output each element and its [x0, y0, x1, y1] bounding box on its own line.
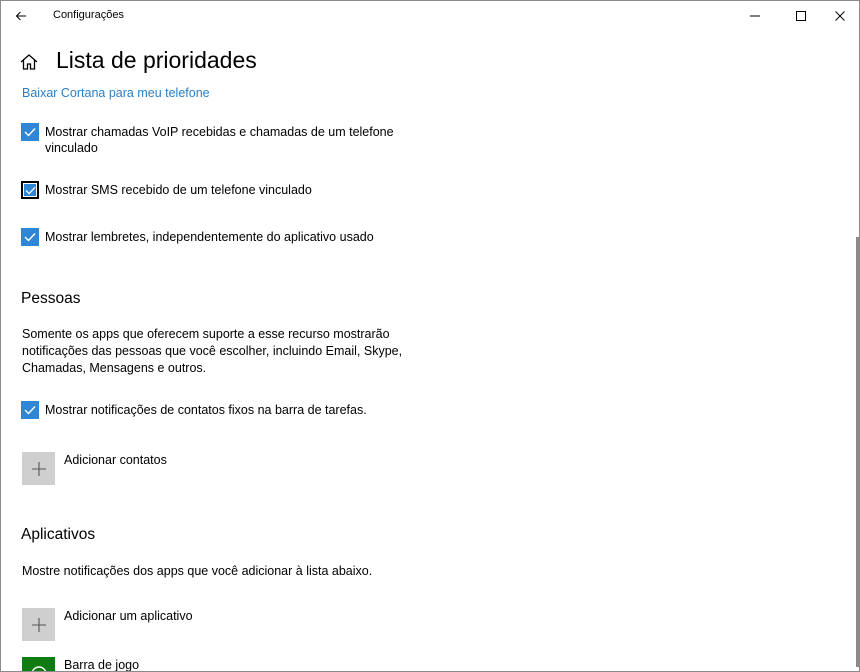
- apps-heading: Aplicativos: [21, 526, 96, 543]
- checkmark-icon: [24, 232, 36, 242]
- back-arrow-icon: [15, 10, 27, 22]
- home-icon[interactable]: [19, 52, 39, 72]
- close-button[interactable]: [821, 1, 859, 31]
- people-heading: Pessoas: [21, 290, 81, 307]
- sms-checkbox[interactable]: [21, 181, 39, 199]
- reminders-checkbox[interactable]: [21, 228, 39, 246]
- plus-icon: [32, 462, 46, 476]
- title-bar: [1, 1, 859, 31]
- people-description: Somente os apps que oferecem suporte a esse recurso mostrarão notificações das pessoas que você escolher, incluindo Email, Skype, Chamadas, Mensagens e outros.: [22, 327, 403, 375]
- minimize-icon: [750, 11, 760, 21]
- apps-description: Mostre notificações dos apps que você adicionar à lista abaixo.: [22, 564, 373, 578]
- checkmark-icon: [24, 127, 36, 137]
- app-name: Barra de jogo: [64, 658, 140, 672]
- game-bar-app-tile: [22, 657, 55, 672]
- page-title: Lista de prioridades: [56, 47, 257, 73]
- pinned-contacts-checkbox[interactable]: [21, 401, 39, 419]
- minimize-button[interactable]: [736, 1, 774, 31]
- plus-icon: [32, 618, 46, 632]
- download-cortana-link[interactable]: Baixar Cortana para meu telefone: [22, 86, 210, 100]
- checkmark-icon: [24, 405, 36, 415]
- close-icon: [835, 11, 845, 21]
- checkmark-icon: [25, 186, 36, 195]
- pinned-contacts-label: Mostrar notificações de contatos fixos na barra de tarefas.: [45, 403, 367, 417]
- add-contacts-tile[interactable]: [22, 452, 55, 485]
- maximize-icon: [796, 11, 806, 21]
- add-contacts-label: Adicionar contatos: [64, 453, 167, 467]
- back-button[interactable]: [5, 1, 37, 31]
- add-app-label: Adicionar um aplicativo: [64, 609, 193, 623]
- scrollbar[interactable]: [856, 237, 859, 667]
- maximize-button[interactable]: [782, 1, 820, 31]
- add-app-tile[interactable]: [22, 608, 55, 641]
- window-title: Configurações: [53, 9, 124, 21]
- xbox-icon: [30, 665, 48, 672]
- sms-label: Mostrar SMS recebido de um telefone vinculado: [45, 183, 312, 197]
- voip-calls-label: Mostrar chamadas VoIP recebidas e chamadas de um telefone vinculado: [45, 125, 394, 155]
- voip-calls-checkbox[interactable]: [21, 123, 39, 141]
- reminders-label: Mostrar lembretes, independentemente do aplicativo usado: [45, 230, 374, 244]
